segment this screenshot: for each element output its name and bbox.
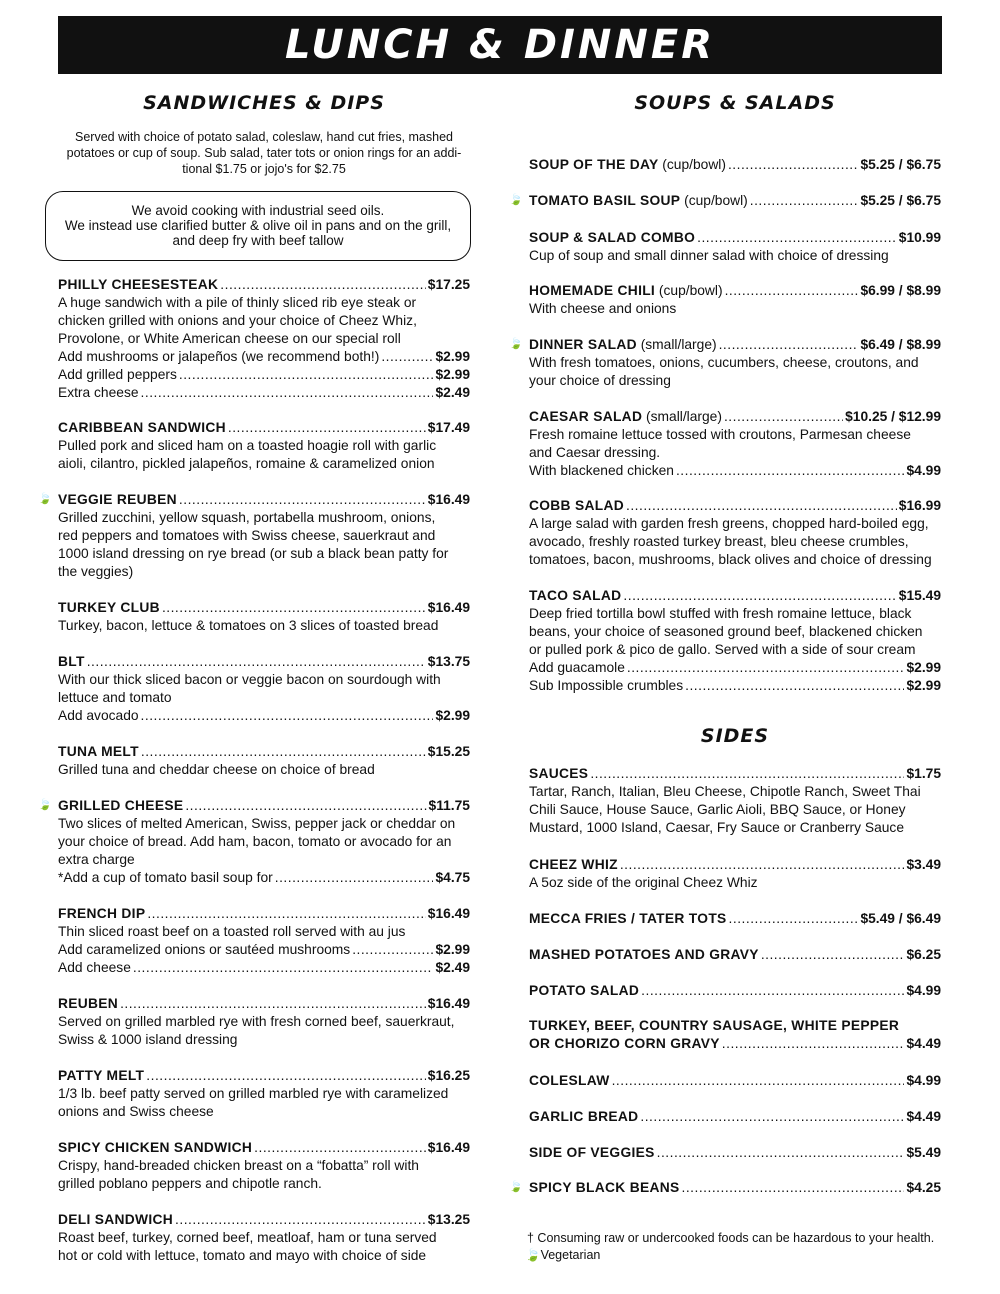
dot-leader xyxy=(640,1108,904,1126)
addon-row xyxy=(529,659,941,677)
dot-leader xyxy=(719,336,859,354)
menu-title-banner xyxy=(58,16,942,74)
item-heading xyxy=(529,946,941,964)
item-heading xyxy=(529,1017,941,1035)
item-price: $16.49 xyxy=(427,1140,470,1155)
item-price: $16.49 xyxy=(427,492,470,507)
menu-item xyxy=(58,276,470,402)
menu-item xyxy=(529,1072,941,1090)
item-description: Deep fried tortilla bowl stuffed with fresh romaine lettuce, black beans, your choice of seasoned ground beef, blackened chicken or pulled pork & pico de gallo. Served with a side of sour cream xyxy=(529,606,923,657)
item-price: $2.49 xyxy=(435,385,470,400)
item-name: TOMATO BASIL SOUP (cup/bowl) xyxy=(529,193,748,208)
item-heading xyxy=(529,1072,941,1090)
item-name: BLT xyxy=(58,654,85,669)
item-price: $13.75 xyxy=(427,654,470,669)
item-price: $10.25 / $12.99 xyxy=(845,409,941,424)
dot-leader xyxy=(141,707,434,725)
dot-leader xyxy=(612,1072,905,1090)
item-description: Turkey, bacon, lettuce & tomatoes on 3 slices of toasted bread xyxy=(58,618,439,633)
item-name: SOUP & SALAD COMBO xyxy=(529,230,696,245)
seed-oil-notice-text: We avoid cooking with industrial seed oils. We instead use clarified butter & olive oil in pans and on the grill, and deep fry with beef tallow xyxy=(64,203,452,248)
menu-item xyxy=(58,1211,470,1265)
item-name: GRILLED CHEESE xyxy=(58,798,184,813)
item-name: SPICY BLACK BEANS xyxy=(529,1180,680,1195)
menu-item xyxy=(529,910,941,928)
item-price: $4.99 xyxy=(906,1073,941,1088)
vegetarian-leaf-icon: 🍃 xyxy=(509,338,523,350)
menu-item xyxy=(529,282,941,318)
item-size: (cup/bowl) xyxy=(658,157,726,172)
dot-leader xyxy=(179,366,434,384)
item-price: $6.25 xyxy=(906,947,941,962)
item-heading xyxy=(58,1211,470,1229)
dot-leader xyxy=(352,941,433,959)
item-description: Cup of soup and small dinner salad with choice of dressing xyxy=(529,248,889,263)
item-name: SIDE OF VEGGIES xyxy=(529,1145,655,1160)
item-name: CAESAR SALAD (small/large) xyxy=(529,409,722,424)
dot-leader xyxy=(162,599,426,617)
menu-item xyxy=(529,982,941,1000)
item-price: $16.49 xyxy=(427,906,470,921)
menu-item xyxy=(58,599,470,635)
item-price: $5.25 / $6.75 xyxy=(860,157,941,172)
item-price: $2.99 xyxy=(906,678,941,693)
item-description: With cheese and onions xyxy=(529,301,677,316)
item-description: Fresh romaine lettuce tossed with croutons, Parmesan cheese and Caesar dressing. xyxy=(529,427,911,460)
dot-leader xyxy=(657,1144,905,1162)
item-price: $4.99 xyxy=(906,463,941,478)
item-heading xyxy=(529,1108,941,1126)
vegetarian-footnote-label: Vegetarian xyxy=(540,1248,601,1262)
item-name: TACO SALAD xyxy=(529,588,622,603)
item-price: $2.49 xyxy=(435,960,470,975)
item-heading xyxy=(58,419,470,437)
item-description: Tartar, Ranch, Italian, Bleu Cheese, Chipotle Ranch, Sweet Thai Chili Sauce, House Sauce, Garlic Aioli, BBQ Sauce, or Honey Mustard, 1000 Island, Caesar, Fry Sauce or Cranberry Sauce xyxy=(529,784,921,835)
menu-item xyxy=(529,229,941,265)
item-name: POTATO SALAD xyxy=(529,983,640,998)
item-heading xyxy=(529,982,941,1000)
item-size: (cup/bowl) xyxy=(680,193,748,208)
item-name: TURKEY, BEEF, COUNTRY SAUSAGE, WHITE PEPPER xyxy=(529,1018,900,1033)
menu-item xyxy=(58,743,470,779)
item-price: $16.49 xyxy=(427,996,470,1011)
menu-item xyxy=(529,856,941,892)
item-heading xyxy=(58,743,470,761)
dot-leader xyxy=(275,869,434,887)
menu-item xyxy=(58,995,470,1049)
menu-item xyxy=(509,192,941,210)
dot-leader xyxy=(141,384,434,402)
dot-leader xyxy=(729,910,859,928)
menu-item xyxy=(58,1067,470,1121)
menu-item xyxy=(509,336,941,390)
item-name: TURKEY CLUB xyxy=(58,600,160,615)
dot-leader xyxy=(761,946,905,964)
menu-item xyxy=(529,408,941,480)
item-price: $5.49 xyxy=(906,1145,941,1160)
item-description: Grilled tuna and cheddar cheese on choice of bread xyxy=(58,762,375,777)
dot-leader xyxy=(676,462,905,480)
menu-item xyxy=(529,1017,941,1053)
dot-leader xyxy=(254,1139,426,1157)
item-description: Roast beef, turkey, corned beef, meatloaf, ham or tuna served hot or cold with lettuce, tomato and mayo with choice of side xyxy=(58,1230,437,1263)
item-size: (small/large) xyxy=(636,337,717,352)
item-description: A large salad with garden fresh greens, chopped hard-boiled egg, avocado, freshly roasted turkey breast, bleu cheese crumbles, tomatoes, bacon, mushrooms, black olives and choice of dressing xyxy=(529,516,932,567)
sides-title: SIDES xyxy=(700,725,770,747)
vegetarian-leaf-icon: 🍃 xyxy=(38,493,52,505)
item-price: $5.25 / $6.75 xyxy=(860,193,941,208)
sandwiches-intro: Served with choice of potato salad, coleslaw, hand cut fries, mashed potatoes or cup of soup. Sub salad, tater tots or onion rings for an addi- tional $1.75 or jojo's for $2.75 xyxy=(66,130,462,176)
item-name: FRENCH DIP xyxy=(58,906,146,921)
item-heading xyxy=(529,192,941,210)
dot-leader xyxy=(641,982,904,1000)
raw-food-footnote: † Consuming raw or undercooked foods can be hazardous to your health. xyxy=(527,1231,935,1245)
item-price: $17.25 xyxy=(427,277,470,292)
item-name: SOUP OF THE DAY (cup/bowl) xyxy=(529,157,726,172)
item-price: $11.75 xyxy=(428,798,470,813)
menu-item xyxy=(58,905,470,977)
menu-item xyxy=(38,491,470,581)
item-description: Two slices of melted American, Swiss, pepper jack or cheddar on your choice of bread. Add ham, bacon, tomato or avocado for an extra charge xyxy=(58,816,456,867)
menu-item xyxy=(529,765,941,837)
addon-row xyxy=(58,348,470,366)
item-name: SPICY CHICKEN SANDWICH xyxy=(58,1140,253,1155)
menu-item xyxy=(58,653,470,725)
menu-item xyxy=(529,587,941,695)
item-price: $16.99 xyxy=(898,498,941,513)
item-heading xyxy=(529,229,941,247)
dot-leader xyxy=(120,995,426,1013)
addon-label: Add mushrooms or jalapeños (we recommend both!) xyxy=(58,349,380,364)
item-heading xyxy=(58,995,470,1013)
item-description: With our thick sliced bacon or veggie bacon on sourdough with lettuce and tomato xyxy=(58,672,441,705)
menu-item xyxy=(58,1139,470,1193)
addon-label: With blackened chicken xyxy=(529,463,674,478)
item-price: $15.25 xyxy=(427,744,470,759)
item-price: $13.25 xyxy=(427,1212,470,1227)
dot-leader xyxy=(220,276,426,294)
item-name: MECCA FRIES / TATER TOTS xyxy=(529,911,727,926)
dot-leader xyxy=(685,677,904,695)
item-name: REUBEN xyxy=(58,996,119,1011)
menu-item xyxy=(529,1144,941,1162)
addon-row xyxy=(58,869,470,887)
item-heading xyxy=(529,156,941,174)
item-size: (cup/bowl) xyxy=(655,283,723,298)
item-name: COBB SALAD xyxy=(529,498,624,513)
item-price: $6.99 / $8.99 xyxy=(860,283,941,298)
item-heading xyxy=(529,408,941,426)
menu-item xyxy=(58,419,470,473)
item-name: MASHED POTATOES AND GRAVY xyxy=(529,947,759,962)
addon-label: Extra cheese xyxy=(58,385,139,400)
dot-leader xyxy=(179,491,426,509)
dot-leader xyxy=(141,743,426,761)
dot-leader xyxy=(724,408,843,426)
item-heading xyxy=(529,910,941,928)
item-price: $17.49 xyxy=(427,420,470,435)
dot-leader xyxy=(147,905,425,923)
item-price: $2.99 xyxy=(435,349,470,364)
item-heading xyxy=(529,336,941,354)
dot-leader xyxy=(627,659,905,677)
item-description: A 5oz side of the original Cheez Whiz xyxy=(529,875,758,890)
dot-leader xyxy=(750,192,859,210)
item-price: $5.49 / $6.49 xyxy=(860,911,941,926)
dot-leader xyxy=(682,1179,905,1197)
item-name: SAUCES xyxy=(529,766,589,781)
item-heading xyxy=(529,765,941,783)
dot-leader xyxy=(620,856,905,874)
menu-item xyxy=(529,497,941,569)
item-heading xyxy=(529,587,941,605)
dot-leader xyxy=(175,1211,426,1229)
item-heading xyxy=(58,653,470,671)
item-description: A huge sandwich with a pile of thinly sliced rib eye steak or chicken grilled with onions and your choice of Cheez Whiz, Provolone, or White American cheese on our special roll xyxy=(58,295,417,346)
dot-leader xyxy=(623,587,896,605)
item-name: PHILLY CHEESESTEAK xyxy=(58,277,219,292)
item-price: $6.49 / $8.99 xyxy=(860,337,941,352)
item-heading xyxy=(529,1179,941,1197)
dot-leader xyxy=(133,959,434,977)
vegetarian-leaf-icon: 🍃 xyxy=(509,194,523,206)
addon-label: Add grilled peppers xyxy=(58,367,177,382)
item-description: With fresh tomatoes, onions, cucumbers, cheese, croutons, and your choice of dressing xyxy=(529,355,919,388)
menu-title: LUNCH & DINNER xyxy=(285,22,715,68)
item-heading xyxy=(58,491,470,509)
addon-label: Sub Impossible crumbles xyxy=(529,678,684,693)
menu-item xyxy=(509,1179,941,1197)
addon-label: Add caramelized onions or sautéed mushrooms xyxy=(58,942,351,957)
item-name: PATTY MELT xyxy=(58,1068,145,1083)
item-name: OR CHORIZO CORN GRAVY xyxy=(529,1036,720,1051)
item-name: CARIBBEAN SANDWICH xyxy=(58,420,226,435)
item-description: Served on grilled marbled rye with fresh corned beef, sauerkraut, Swiss & 1000 island dressing xyxy=(58,1014,455,1047)
seed-oil-notice xyxy=(45,191,471,261)
addon-row xyxy=(58,384,470,402)
item-price: $15.49 xyxy=(898,588,941,603)
item-price: $2.99 xyxy=(435,367,470,382)
vegetarian-leaf-icon: 🍃 xyxy=(509,1181,523,1193)
menu-item xyxy=(529,1108,941,1126)
dot-leader xyxy=(728,156,858,174)
addon-row xyxy=(529,462,941,480)
menu-item xyxy=(529,156,941,174)
item-price: $4.49 xyxy=(906,1036,941,1051)
item-price: $2.99 xyxy=(435,942,470,957)
vegetarian-leaf-icon: 🍃 xyxy=(525,1248,541,1262)
item-description: Crispy, hand-breaded chicken breast on a “fobatta” roll with grilled poblano peppers and chipotle ranch. xyxy=(58,1158,419,1191)
addon-label: *Add a cup of tomato basil soup for xyxy=(58,870,273,885)
dot-leader xyxy=(697,229,897,247)
item-size: (small/large) xyxy=(642,409,722,424)
item-price: $1.75 xyxy=(906,766,941,781)
item-name: GARLIC BREAD xyxy=(529,1109,639,1124)
addon-label: Add avocado xyxy=(58,708,139,723)
sandwiches-title: SANDWICHES & DIPS xyxy=(143,92,385,114)
item-heading xyxy=(58,276,470,294)
item-heading xyxy=(58,797,470,815)
item-heading xyxy=(58,1139,470,1157)
item-name: HOMEMADE CHILI (cup/bowl) xyxy=(529,283,723,298)
item-name: TUNA MELT xyxy=(58,744,139,759)
item-price: $4.49 xyxy=(906,1109,941,1124)
item-price: $2.99 xyxy=(435,708,470,723)
dot-leader xyxy=(185,797,426,815)
item-name: DELI SANDWICH xyxy=(58,1212,174,1227)
item-price: $2.99 xyxy=(906,660,941,675)
item-heading xyxy=(58,905,470,923)
addon-row xyxy=(58,959,470,977)
item-heading xyxy=(529,1144,941,1162)
item-description: Pulled pork and sliced ham on a toasted hoagie roll with garlic aioli, cilantro, pickled jalapeños, romaine & caramelized onion xyxy=(58,438,437,471)
dot-leader xyxy=(725,282,859,300)
item-description: Thin sliced roast beef on a toasted roll served with au jus xyxy=(58,924,406,939)
dot-leader xyxy=(381,348,433,366)
item-price: $4.25 xyxy=(906,1180,941,1195)
item-name: CHEEZ WHIZ xyxy=(529,857,618,872)
item-heading xyxy=(529,856,941,874)
item-price: $4.75 xyxy=(435,870,470,885)
menu-item xyxy=(529,946,941,964)
addon-row xyxy=(58,707,470,725)
item-name: DINNER SALAD (small/large) xyxy=(529,337,717,352)
soups-salads-title: SOUPS & SALADS xyxy=(634,92,836,114)
item-description: 1/3 lb. beef patty served on grilled marbled rye with caramelized onions and Swiss cheese xyxy=(58,1086,449,1119)
item-heading-continued xyxy=(529,1035,941,1053)
item-price: $16.49 xyxy=(427,600,470,615)
item-description: Grilled zucchini, yellow squash, portabella mushroom, onions, red peppers and tomatoes with Swiss cheese, sauerkraut and 1000 island dressing on rye bread (or sub a black bean patty for the veggies) xyxy=(58,510,449,579)
vegetarian-leaf-icon: 🍃 xyxy=(38,799,52,811)
item-name: VEGGIE REUBEN xyxy=(58,492,177,507)
addon-label: Add guacamole xyxy=(529,660,625,675)
dot-leader xyxy=(626,497,897,515)
item-price: $4.99 xyxy=(906,983,941,998)
dot-leader xyxy=(590,765,904,783)
item-price: $16.25 xyxy=(427,1068,470,1083)
dot-leader xyxy=(228,419,426,437)
menu-item xyxy=(38,797,470,887)
dot-leader xyxy=(722,1035,905,1053)
item-heading xyxy=(529,282,941,300)
item-heading xyxy=(58,1067,470,1085)
vegetarian-footnote xyxy=(525,1247,600,1263)
item-heading xyxy=(58,599,470,617)
item-name: COLESLAW xyxy=(529,1073,610,1088)
addon-label: Add cheese xyxy=(58,960,131,975)
addon-row xyxy=(58,941,470,959)
dot-leader xyxy=(146,1067,426,1085)
item-heading xyxy=(529,497,941,515)
dot-leader xyxy=(87,653,426,671)
addon-row xyxy=(58,366,470,384)
item-price: $3.49 xyxy=(906,857,941,872)
item-price: $10.99 xyxy=(898,230,941,245)
addon-row xyxy=(529,677,941,695)
